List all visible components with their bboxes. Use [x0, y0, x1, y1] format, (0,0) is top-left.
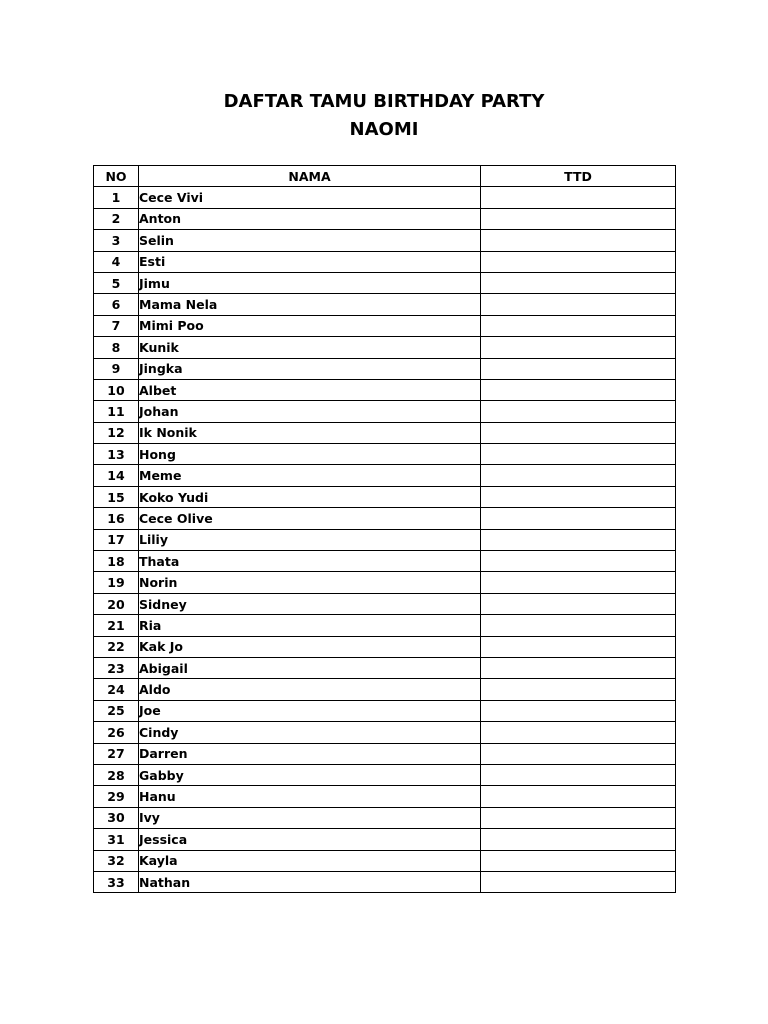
table-row [94, 379, 676, 400]
header-row [94, 166, 676, 187]
header-ttd: TTD [481, 166, 676, 187]
signature-cell [481, 807, 676, 828]
signature-cell [481, 379, 676, 400]
guest-name: Hong [139, 444, 481, 465]
row-number: 16 [94, 508, 139, 529]
signature-cell [481, 829, 676, 850]
row-number: 19 [94, 572, 139, 593]
signature-cell [481, 593, 676, 614]
signature-cell [481, 572, 676, 593]
table-row [94, 208, 676, 229]
signature-cell [481, 529, 676, 550]
row-number: 3 [94, 230, 139, 251]
table-row [94, 850, 676, 871]
table-row [94, 807, 676, 828]
table-row [94, 743, 676, 764]
guest-name: Johan [139, 401, 481, 422]
signature-cell [481, 187, 676, 208]
table-row [94, 529, 676, 550]
guest-name: Thata [139, 551, 481, 572]
guest-name: Koko Yudi [139, 486, 481, 507]
signature-cell [481, 850, 676, 871]
signature-cell [481, 401, 676, 422]
signature-cell [481, 871, 676, 892]
signature-cell [481, 743, 676, 764]
signature-cell [481, 700, 676, 721]
guest-name: Mimi Poo [139, 315, 481, 336]
guest-name: Aldo [139, 679, 481, 700]
row-number: 18 [94, 551, 139, 572]
row-number: 5 [94, 272, 139, 293]
guest-name: Abigail [139, 657, 481, 678]
title-line-1: DAFTAR TAMU BIRTHDAY PARTY [223, 91, 545, 112]
signature-cell [481, 208, 676, 229]
table-row [94, 722, 676, 743]
signature-cell [481, 251, 676, 272]
row-number: 31 [94, 829, 139, 850]
table-row [94, 251, 676, 272]
signature-cell [481, 444, 676, 465]
row-number: 11 [94, 401, 139, 422]
signature-cell [481, 764, 676, 785]
row-number: 28 [94, 764, 139, 785]
guest-table [93, 165, 676, 893]
guest-name: Cece Olive [139, 508, 481, 529]
row-number: 8 [94, 337, 139, 358]
table-row [94, 871, 676, 892]
signature-cell [481, 722, 676, 743]
table-row [94, 829, 676, 850]
guest-name: Norin [139, 572, 481, 593]
guest-name: Sidney [139, 593, 481, 614]
row-number: 20 [94, 593, 139, 614]
signature-cell [481, 551, 676, 572]
header-nama: NAMA [139, 166, 481, 187]
signature-cell [481, 337, 676, 358]
row-number: 21 [94, 615, 139, 636]
guest-name: Anton [139, 208, 481, 229]
guest-name: Cindy [139, 722, 481, 743]
signature-cell [481, 315, 676, 336]
signature-cell [481, 272, 676, 293]
row-number: 9 [94, 358, 139, 379]
table-row [94, 337, 676, 358]
guest-name: Kak Jo [139, 636, 481, 657]
row-number: 15 [94, 486, 139, 507]
guest-name: Selin [139, 230, 481, 251]
signature-cell [481, 657, 676, 678]
guest-name: Meme [139, 465, 481, 486]
table-row [94, 358, 676, 379]
row-number: 10 [94, 379, 139, 400]
signature-cell [481, 358, 676, 379]
row-number: 7 [94, 315, 139, 336]
row-number: 27 [94, 743, 139, 764]
signature-cell [481, 294, 676, 315]
table-row [94, 465, 676, 486]
table-row [94, 636, 676, 657]
table-row [94, 444, 676, 465]
table-row [94, 486, 676, 507]
signature-cell [481, 422, 676, 443]
document-title [0, 88, 768, 144]
guest-name: Nathan [139, 871, 481, 892]
guest-name: Jessica [139, 829, 481, 850]
table-row [94, 422, 676, 443]
row-number: 29 [94, 786, 139, 807]
table-row [94, 657, 676, 678]
table-row [94, 230, 676, 251]
row-number: 24 [94, 679, 139, 700]
signature-cell [481, 465, 676, 486]
guest-name: Albet [139, 379, 481, 400]
table-row [94, 187, 676, 208]
guest-name: Ik Nonik [139, 422, 481, 443]
guest-name: Jingka [139, 358, 481, 379]
row-number: 12 [94, 422, 139, 443]
row-number: 26 [94, 722, 139, 743]
table-row [94, 615, 676, 636]
table-row [94, 551, 676, 572]
row-number: 22 [94, 636, 139, 657]
table-row [94, 401, 676, 422]
row-number: 1 [94, 187, 139, 208]
guest-name: Kunik [139, 337, 481, 358]
table-row [94, 272, 676, 293]
table-row [94, 764, 676, 785]
row-number: 23 [94, 657, 139, 678]
signature-cell [481, 636, 676, 657]
guest-name: Gabby [139, 764, 481, 785]
guest-name: Darren [139, 743, 481, 764]
guest-name: Jimu [139, 272, 481, 293]
row-number: 4 [94, 251, 139, 272]
row-number: 30 [94, 807, 139, 828]
table-row [94, 679, 676, 700]
table-row [94, 294, 676, 315]
row-number: 33 [94, 871, 139, 892]
header-no: NO [94, 166, 139, 187]
table-row [94, 700, 676, 721]
guest-name: Mama Nela [139, 294, 481, 315]
title-line-2: NAOMI [349, 119, 419, 140]
signature-cell [481, 615, 676, 636]
guest-name: Hanu [139, 786, 481, 807]
signature-cell [481, 679, 676, 700]
row-number: 2 [94, 208, 139, 229]
signature-cell [481, 230, 676, 251]
guest-name: Liliy [139, 529, 481, 550]
signature-cell [481, 786, 676, 807]
table-row [94, 315, 676, 336]
table-row [94, 593, 676, 614]
table-body [94, 187, 676, 893]
guest-name: Esti [139, 251, 481, 272]
row-number: 32 [94, 850, 139, 871]
table-row [94, 508, 676, 529]
row-number: 25 [94, 700, 139, 721]
guest-name: Ivy [139, 807, 481, 828]
guest-name: Ria [139, 615, 481, 636]
row-number: 17 [94, 529, 139, 550]
guest-name: Cece Vivi [139, 187, 481, 208]
row-number: 14 [94, 465, 139, 486]
row-number: 6 [94, 294, 139, 315]
table-row [94, 572, 676, 593]
row-number: 13 [94, 444, 139, 465]
table-row [94, 786, 676, 807]
signature-cell [481, 486, 676, 507]
signature-cell [481, 508, 676, 529]
table-header [94, 166, 676, 187]
guest-name: Joe [139, 700, 481, 721]
guest-name: Kayla [139, 850, 481, 871]
